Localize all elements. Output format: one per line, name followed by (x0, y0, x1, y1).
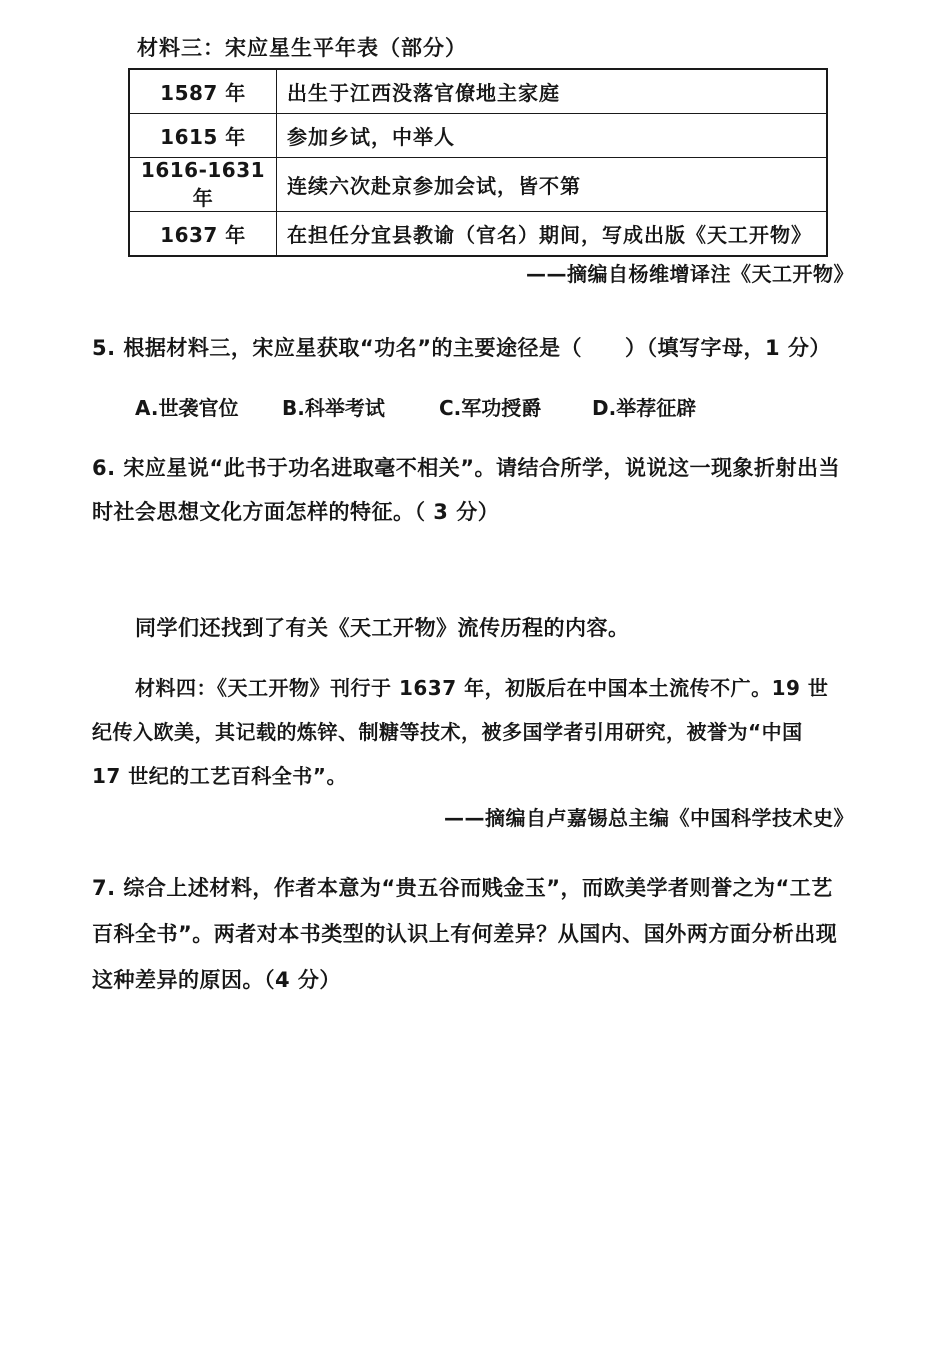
material4-source: ——摘编自卢嘉锡总主编《中国科学技术史》 (444, 806, 854, 830)
table-row (129, 158, 827, 212)
question-6-line-2: 时社会思想文化方面怎样的特征。（ 3 分） (92, 500, 500, 524)
question-7-line-3: 这种差异的原因。（4 分） (92, 968, 341, 992)
material3-title: 材料三：宋应星生平年表（部分） (137, 36, 467, 60)
question-5-options (135, 392, 696, 421)
material3-source: ——摘编自杨维增译注《天工开物》 (526, 262, 854, 286)
question-5: 5. 根据材料三，宋应星获取“功名”的主要途径是（ ）（填写字母，1 分） (92, 336, 831, 360)
year-cell: 1615 年 (129, 114, 277, 158)
table-row (129, 114, 827, 158)
option-c: C.军功授爵 (439, 396, 542, 420)
year-cell: 1587 年 (129, 69, 277, 114)
question-7-line-1: 7. 综合上述材料，作者本意为“贵五谷而贱金玉”，而欧美学者则誉之为“工艺 (92, 876, 833, 900)
year-cell: 1637 年 (129, 212, 277, 257)
option-a: A.世袭官位 (135, 396, 239, 420)
table-row (129, 212, 827, 257)
table-row (129, 69, 827, 114)
material4-line-2: 纪传入欧美，其记载的炼锌、制糖等技术，被多国学者引用研究，被誉为“中国 (92, 720, 803, 744)
event-cell: 参加乡试，中举人 (277, 114, 828, 158)
question-7-line-2: 百科全书”。两者对本书类型的认识上有何差异？从国内、国外两方面分析出现 (92, 922, 838, 946)
question-6-line-1: 6. 宋应星说“此书于功名进取毫不相关”。请结合所学，说说这一现象折射出当 (92, 456, 841, 480)
material4-line-3: 17 世纪的工艺百科全书”。 (92, 764, 347, 788)
option-b: B.科举考试 (282, 396, 385, 420)
option-d: D.举荐征辟 (592, 396, 697, 420)
event-cell: 连续六次赴京参加会试，皆不第 (277, 158, 828, 212)
material4-line-1: 材料四：《天工开物》刊行于 1637 年，初版后在中国本土流传不广。19 世 (135, 676, 829, 700)
event-cell: 在担任分宜县教谕（官名）期间，写成出版《天工开物》 (277, 212, 828, 257)
intro-text: 同学们还找到了有关《天工开物》流传历程的内容。 (135, 616, 630, 640)
event-cell: 出生于江西没落官僚地主家庭 (277, 69, 828, 114)
timeline-table (128, 68, 828, 257)
year-cell: 1616-1631 年 (129, 158, 277, 212)
